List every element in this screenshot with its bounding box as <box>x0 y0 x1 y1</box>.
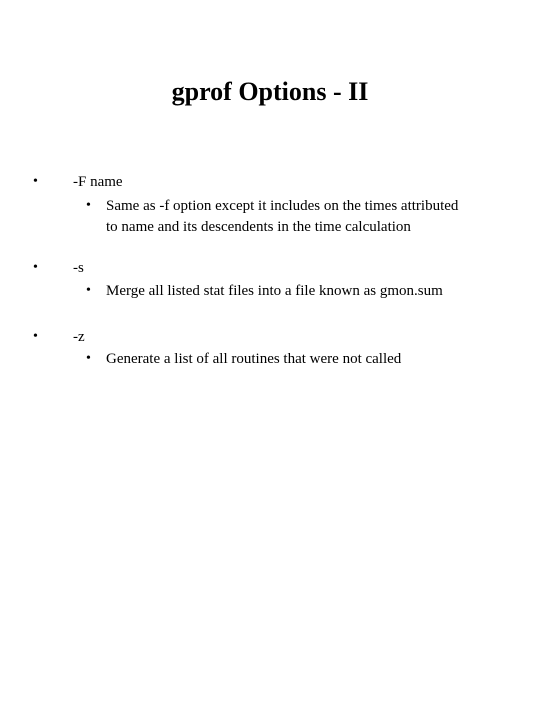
bullet-icon: • <box>33 260 38 275</box>
option-name: -z <box>73 329 85 345</box>
option-description: Generate a list of all routines that were not called <box>106 351 402 367</box>
option-name: -s <box>73 260 84 276</box>
page-title: gprof Options - II <box>171 77 369 106</box>
option-description: Same as -f option except it includes on the times attributed to name and its descendents in the time calculation <box>106 198 459 235</box>
sub-bullet-icon: • <box>86 283 91 298</box>
bullet-icon: • <box>33 329 38 344</box>
sub-bullet-icon: • <box>86 198 91 213</box>
option-description: Merge all listed stat files into a file known as gmon.sum <box>106 283 443 299</box>
bullet-icon: • <box>33 174 38 189</box>
sub-bullet-icon: • <box>86 351 91 366</box>
option-name: -F name <box>73 174 123 190</box>
